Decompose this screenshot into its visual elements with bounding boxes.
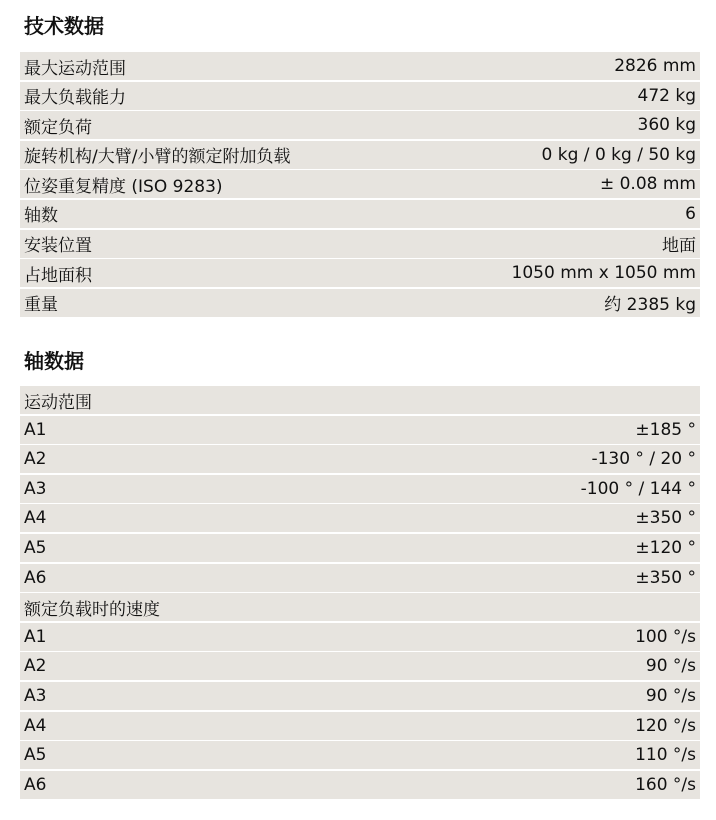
row-label: 最大负载能力	[24, 88, 126, 109]
table-row	[20, 259, 700, 287]
row-value: ±120 °	[635, 537, 696, 558]
row-value: ± 0.08 mm	[599, 174, 696, 195]
row-value: ±185 °	[635, 419, 696, 440]
table-row	[20, 200, 700, 228]
table-row	[20, 289, 700, 317]
table-row	[20, 416, 700, 444]
row-label: A5	[24, 537, 47, 558]
row-label: A5	[24, 745, 47, 766]
row-value: -130 ° / 20 °	[591, 449, 696, 470]
row-value: 160 °/s	[635, 774, 696, 795]
row-label: 占地面积	[24, 265, 92, 286]
table-row	[20, 771, 700, 799]
row-value: 2826 mm	[614, 56, 696, 76]
tech-data-table	[20, 52, 700, 318]
row-label: A6	[24, 774, 47, 795]
row-value: 90 °/s	[645, 656, 696, 677]
row-label: A6	[24, 567, 47, 588]
row-label: A3	[24, 685, 47, 706]
tech-data-title: 技术数据	[24, 14, 104, 38]
row-value: 1050 mm x 1050 mm	[511, 263, 696, 284]
table-row	[20, 564, 700, 592]
row-label: A1	[24, 626, 47, 647]
row-label: A4	[24, 715, 47, 736]
table-row	[20, 652, 700, 680]
row-label: A3	[24, 478, 47, 499]
table-row	[20, 111, 700, 139]
table-row	[20, 712, 700, 740]
axis-data-title: 轴数据	[24, 349, 84, 373]
row-label: 位姿重复精度 (ISO 9283)	[24, 176, 223, 197]
table-row	[20, 230, 700, 258]
table-row	[20, 682, 700, 710]
row-value: 120 °/s	[635, 715, 696, 736]
axis-data-table	[20, 386, 700, 800]
table-row	[20, 170, 700, 198]
table-row	[20, 445, 700, 473]
table-row	[20, 593, 700, 621]
row-label: 轴数	[24, 206, 58, 227]
row-label: A4	[24, 508, 47, 529]
row-label: 额定负荷	[24, 117, 92, 138]
table-row	[20, 741, 700, 769]
table-row	[20, 475, 700, 503]
row-value: 地面	[662, 236, 696, 257]
table-row	[20, 386, 700, 414]
row-label: A2	[24, 449, 47, 470]
row-value: 约 2385 kg	[604, 295, 696, 316]
row-value: -100 ° / 144 °	[580, 478, 696, 499]
table-row	[20, 504, 700, 532]
row-label: 安装位置	[24, 236, 92, 257]
table-row	[20, 141, 700, 169]
row-label: 重量	[24, 295, 58, 316]
row-value: 0 kg / 0 kg / 50 kg	[541, 144, 696, 165]
row-value: 6	[685, 203, 696, 224]
row-value: 90 °/s	[645, 685, 696, 706]
table-row	[20, 623, 700, 651]
row-label: A1	[24, 419, 47, 440]
row-label: 额定负载时的速度	[24, 599, 160, 620]
row-label: 运动范围	[24, 392, 92, 413]
row-value: 360 kg	[637, 115, 696, 136]
row-label: 旋转机构/大臂/小臂的额定附加负载	[24, 147, 291, 168]
row-value: 100 °/s	[635, 626, 696, 647]
table-row	[20, 82, 700, 110]
row-label: 最大运动范围	[24, 58, 126, 79]
row-value: 110 °/s	[635, 745, 696, 766]
row-value: ±350 °	[635, 508, 696, 529]
table-row	[20, 534, 700, 562]
table-row	[20, 52, 700, 80]
row-value: ±350 °	[635, 567, 696, 588]
row-label: A2	[24, 656, 47, 677]
row-value: 472 kg	[637, 85, 696, 106]
